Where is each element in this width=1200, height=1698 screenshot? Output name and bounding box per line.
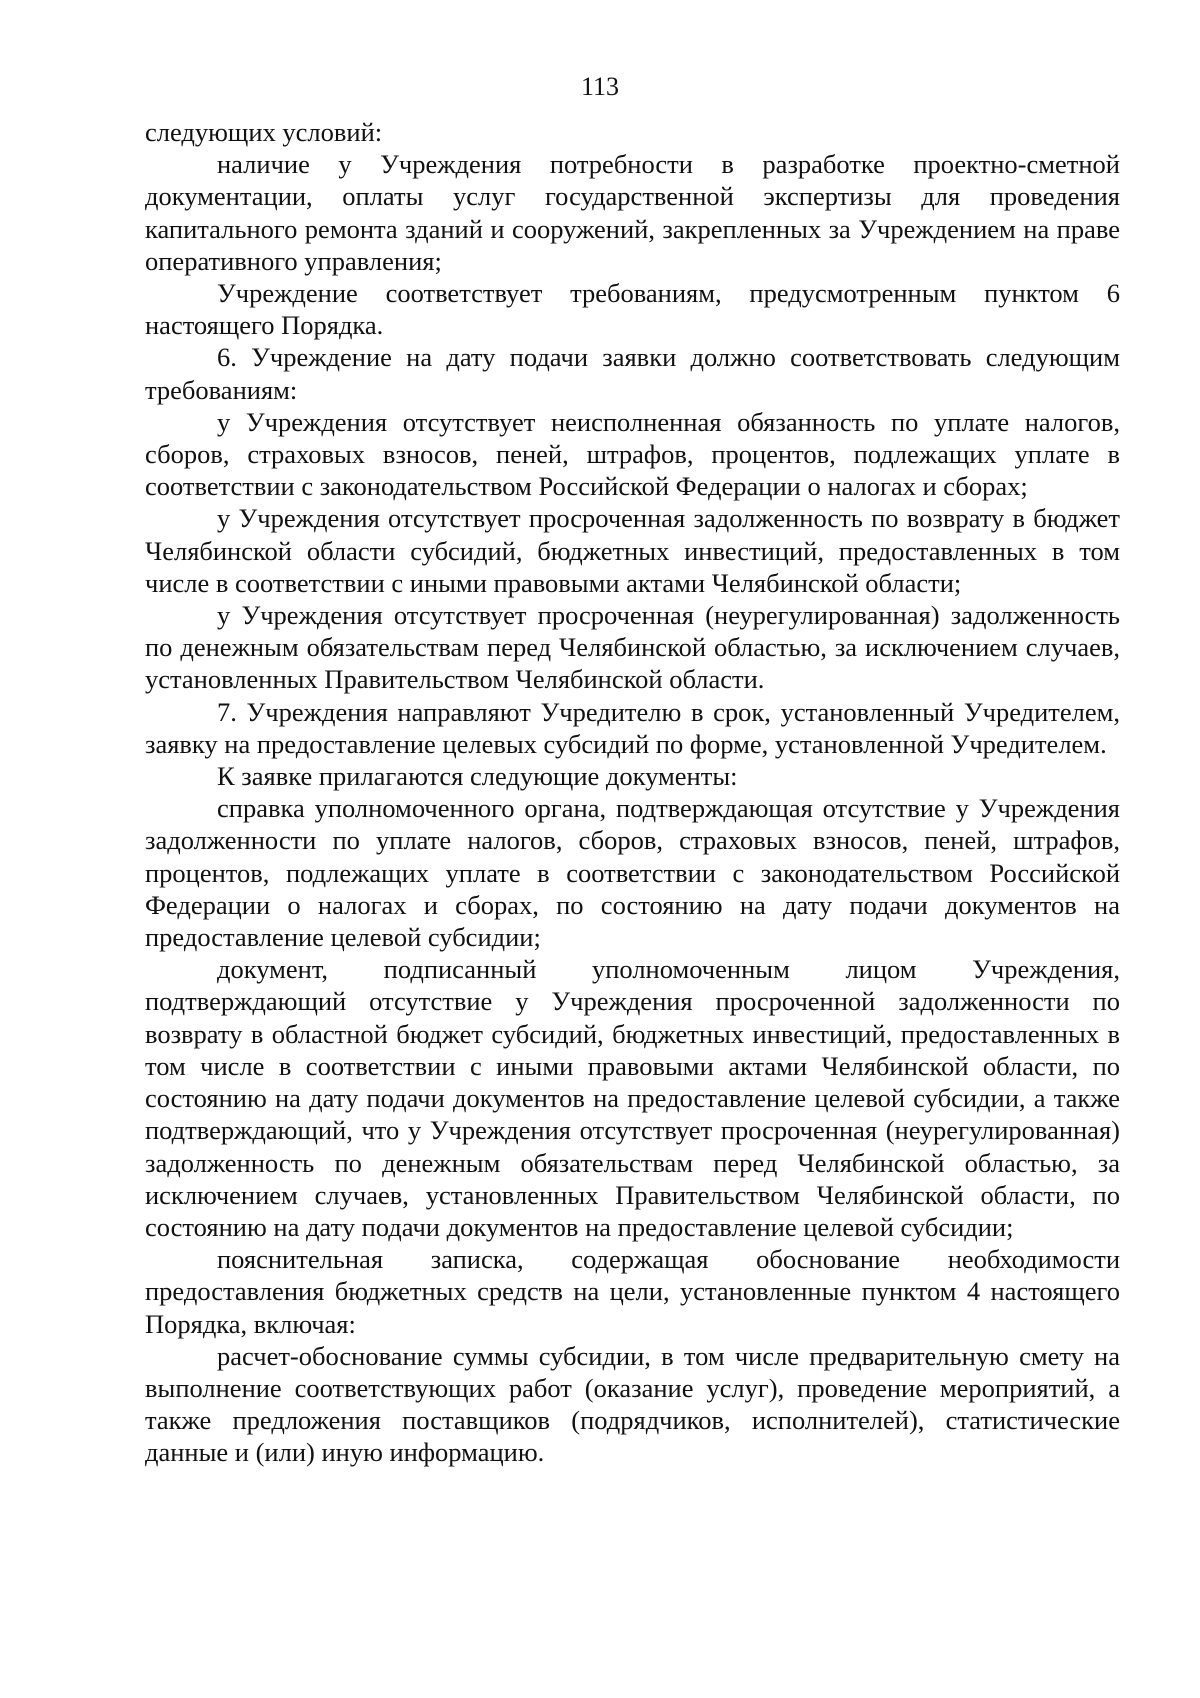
paragraph: расчет-обоснование суммы субсидии, в том числе предварительную смету на выполнение соответствующих работ (оказание услуг), проведение мероприятий, а также предложения поставщиков (подрядчиков, исполнителей), статистические данные и (или) иную информацию. xyxy=(145,1340,1120,1468)
paragraph: у Учреждения отсутствует просроченная задолженность по возврату в бюджет Челябинской области субсидий, бюджетных инвестиций, предоставленных в том числе в соответствии с иными правовыми актами Челябинской области; xyxy=(145,503,1120,598)
paragraph: документ, подписанный уполномоченным лицом Учреждения, подтверждающий отсутствие у Учреждения просроченной задолженности по возврату в областной бюджет субсидий, бюджетных инвестиций, предоставленных в том числе в соответствии с иными правовыми актами Челябинской области, по состоянию на дату подачи документов на предоставление целевой субсидии, а также подтверждающий, что у Учреждения отсутствует просроченная (неурегулированная) задолженность по денежным обязательствам перед Челябинской областью, за исключением случаев, установленных Правительством Челябинской области, по состоянию на дату подачи документов на предоставление целевой субсидии; xyxy=(145,954,1120,1242)
paragraph: у Учреждения отсутствует неисполненная обязанность по уплате налогов, сборов, страховых взносов, пеней, штрафов, процентов, подлежащих уплате в соответствии с законодательством Российской Федерации о налогах и сборах; xyxy=(145,406,1120,502)
paragraph: следующих условий: xyxy=(145,117,383,147)
paragraph: наличие у Учреждения потребности в разработке проектно-сметной документации, оплаты услуг государственной экспертизы для проведения капитального ремонта зданий и сооружений, закрепленных за Учреждением на праве оперативного управления; xyxy=(145,149,1120,276)
paragraph: 7. Учреждения направляют Учредителю в срок, установленный Учредителем, заявку на предоставление целевых субсидий по форме, установленной Учредителем. xyxy=(145,696,1120,759)
paragraph: Учреждение соответствует требованиям, предусмотренным пунктом 6 настоящего Порядка. xyxy=(145,278,1120,341)
page-number: 113 xyxy=(580,72,620,101)
paragraph: справка уполномоченного органа, подтверждающая отсутствие у Учреждения задолженности по уплате налогов, сборов, страховых взносов, пеней, штрафов, процентов, подлежащих уплате в соответствии с законодательством Российской Федерации о налогах и сборах, по состоянию на дату подачи документов на предоставление целевой субсидии; xyxy=(145,793,1120,953)
paragraph: К заявке прилагаются следующие документы: xyxy=(217,761,738,792)
paragraph: у Учреждения отсутствует просроченная (неурегулированная) задолженность по денежным обязательствам перед Челябинской областью, за исключением случаев, установленных Правительством Челябинской области. xyxy=(145,600,1120,695)
paragraph: пояснительная записка, содержащая обоснование необходимости предоставления бюджетных средств на цели, установленные пунктом 4 настоящего Порядка, включая: xyxy=(145,1244,1120,1339)
document-body xyxy=(145,116,1120,1469)
paragraph: 6. Учреждение на дату подачи заявки должно соответствовать следующим требованиям: xyxy=(145,342,1120,405)
